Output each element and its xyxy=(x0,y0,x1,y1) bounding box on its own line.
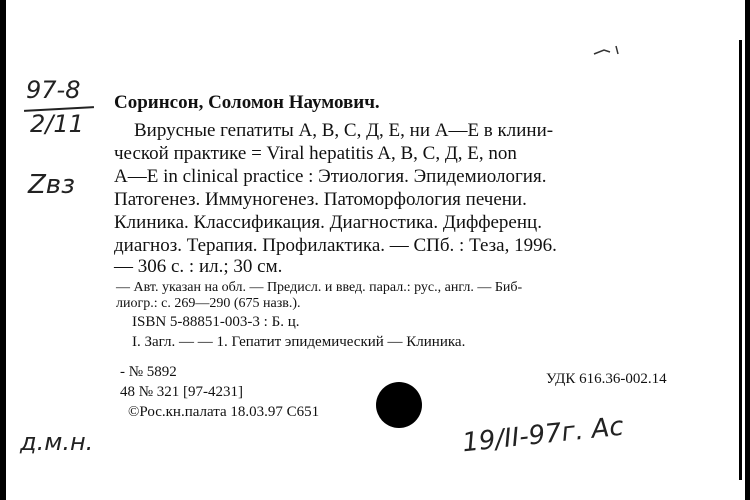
card-author: Соринсон, Соломон Наумович. xyxy=(114,92,380,113)
card-title-line-3: A—E in clinical practice : Этиология. Эпидемиология. xyxy=(114,166,547,187)
handwritten-degree: д.м.н. xyxy=(20,428,94,456)
card-title-line-7: — 306 с. : ил.; 30 см. xyxy=(114,256,283,277)
handwritten-shelf-top: 97-8 xyxy=(26,76,81,104)
card-subjects: I. Загл. — — 1. Гепатит эпидемический — Клиника. xyxy=(132,334,466,350)
card-isbn: ISBN 5-88851-003-3 : Б. ц. xyxy=(132,314,300,330)
handwritten-date-signature: 19/II-97г. Ас xyxy=(460,411,626,459)
card-copyright: ©Рос.кн.палата 18.03.97 С651 xyxy=(128,404,320,420)
card-title-line-5: Клиника. Классификация. Диагностика. Дифференц. xyxy=(114,212,542,233)
card-notes-line-2: лиогр.: с. 269—290 (675 назв.). xyxy=(116,296,301,311)
card-left-edge xyxy=(0,0,6,500)
card-number-1: - № 5892 xyxy=(120,364,177,380)
punch-hole xyxy=(376,382,422,428)
card-title-line-1: Вирусные гепатиты А, В, С, Д, Е, ни А—Е в клини- xyxy=(134,120,554,141)
card-title-line-4: Патогенез. Иммуногенез. Патоморфология печени. xyxy=(114,189,527,210)
card-right-edge xyxy=(745,0,750,500)
card-right-shadow xyxy=(739,40,742,480)
card-notes-line-1: — Авт. указан на обл. — Предисл. и введ. парал.: рус., англ. — Биб- xyxy=(116,280,523,295)
handwritten-shelf-bottom: 2/11 xyxy=(30,110,84,138)
card-title-line-6: диагноз. Терапия. Профилактика. — СПб. : Теза, 1996. xyxy=(114,235,557,256)
handwritten-mark-left: Zвз xyxy=(28,170,75,200)
card-title-line-2: ческой практике = Viral hepatitis A, B, C, Д, E, non xyxy=(114,143,517,164)
card-number-2: 48 № 321 [97-4231] xyxy=(120,384,244,400)
card-udc: УДК 616.36-002.14 xyxy=(546,371,667,387)
pen-mark xyxy=(590,40,630,60)
